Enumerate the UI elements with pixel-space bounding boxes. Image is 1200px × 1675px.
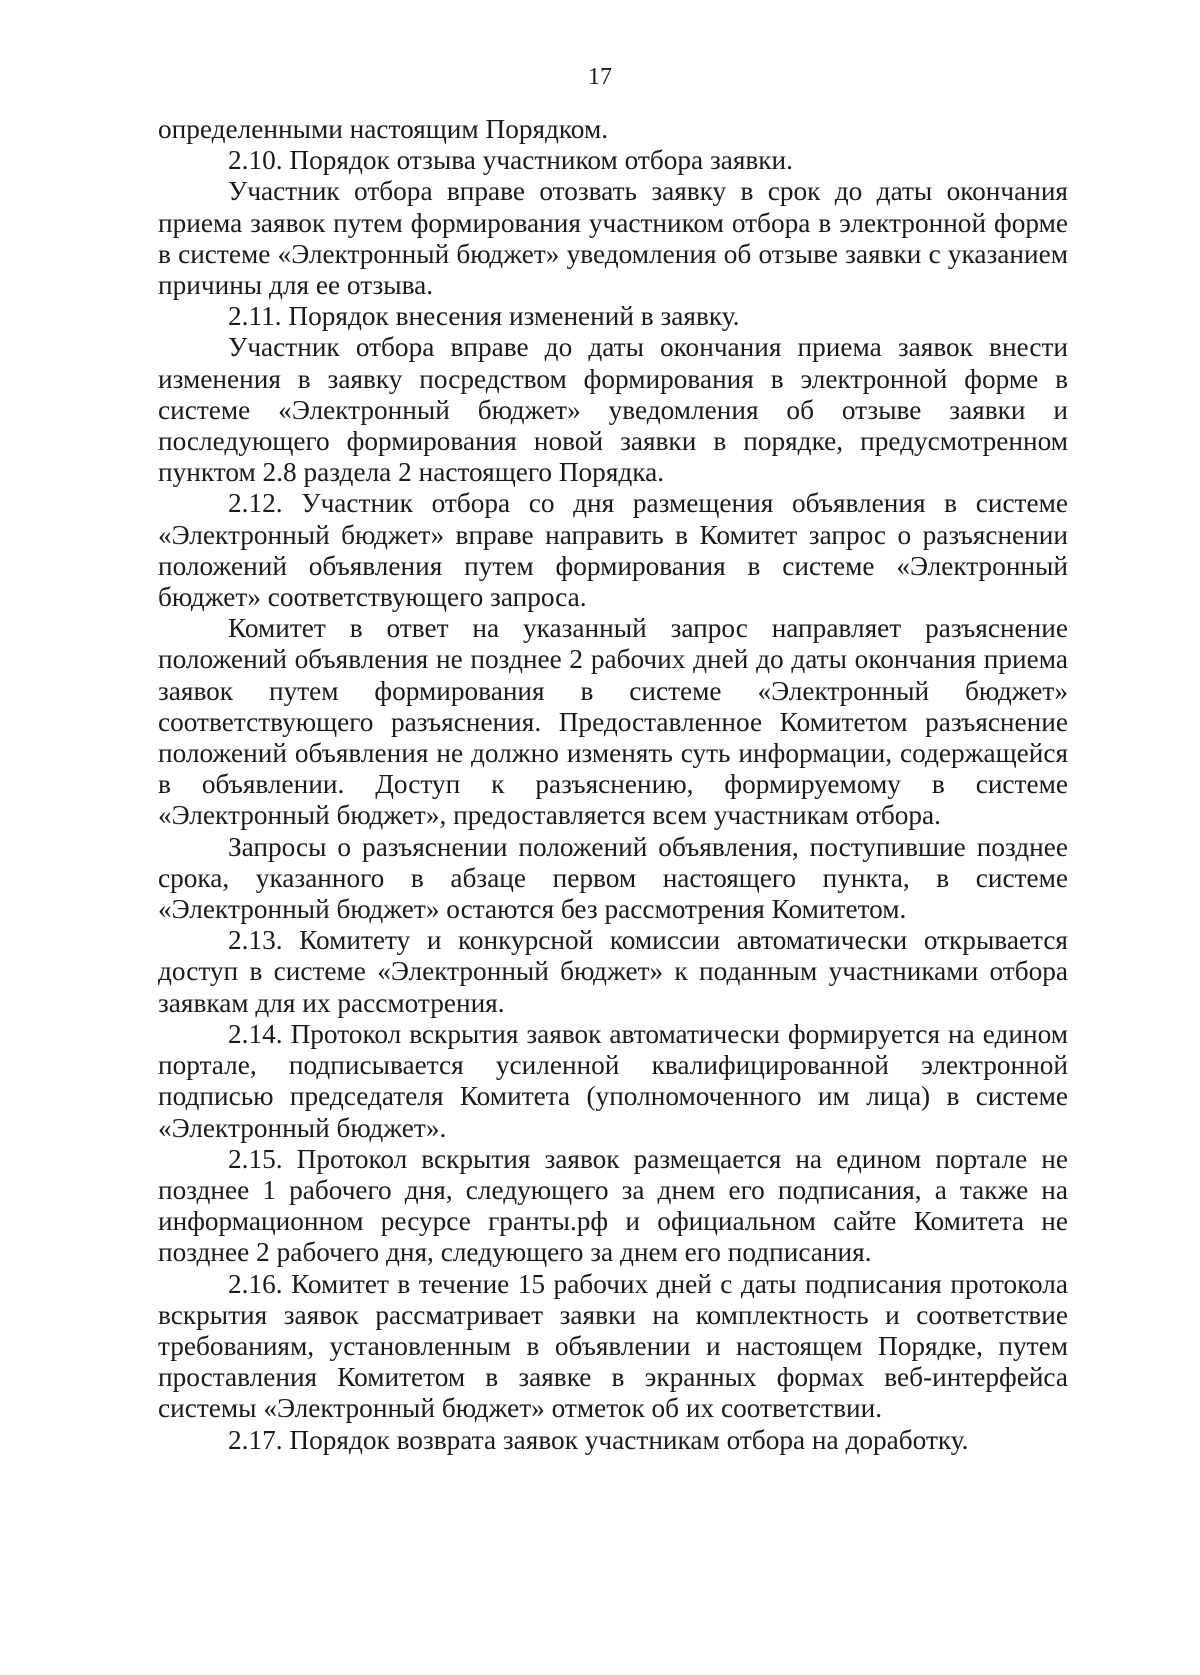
paragraph-2-12: 2.12. Участник отбора со дня размещения объявления в системе «Электронный бюджет» вправе направить в Комитет запрос о разъяснении положений объявления путем формирования в системе «Электронный бюджет» соответствующего запроса. (158, 488, 1068, 613)
paragraph-2-15: 2.15. Протокол вскрытия заявок размещается на едином портале не позднее 1 рабочего дня, следующего за днем его подписания, а также на информационном ресурсе гранты.рф и официальном сайте Комитета не позднее 2 рабочего дня, следующего за днем его подписания. (158, 1143, 1068, 1268)
paragraph-2-10-heading: 2.10. Порядок отзыва участником отбора заявки. (228, 145, 793, 176)
paragraph-late-requests: Запросы о разъяснении положений объявления, поступившие позднее срока, указанного в абзаце первом настоящего пункта, в системе «Электронный бюджет» остаются без рассмотрения Комитетом. (158, 831, 1068, 925)
paragraph-2-16: 2.16. Комитет в течение 15 рабочих дней с даты подписания протокола вскрытия заявок рассматривает заявки на комплектность и соответствие требованиям, установленным в объявлении и настоящем Порядке, путем проставления Комитетом в заявке в экранных формах веб-интерфейса системы «Электронный бюджет» отметок об их соответствии. (158, 1268, 1068, 1424)
paragraph-2-14: 2.14. Протокол вскрытия заявок автоматически формируется на едином портале, подписывается усиленной квалифицированной электронной подписью председателя Комитета (уполномоченного им лица) в системе «Электронный бюджет». (158, 1018, 1068, 1143)
paragraph-withdrawal: Участник отбора вправе отозвать заявку в срок до даты окончания приема заявок путем формирования участником отбора в электронной форме в системе «Электронный бюджет» уведомления об отзыве заявки с указанием причины для ее отзыва. (158, 176, 1068, 301)
paragraph-2-13: 2.13. Комитету и конкурсной комиссии автоматически открывается доступ в системе «Электронный бюджет» к поданным участниками отбора заявкам для их рассмотрения. (158, 925, 1068, 1018)
paragraph-2-17-heading: 2.17. Порядок возврата заявок участникам отбора на доработку. (228, 1424, 969, 1455)
document-body (158, 114, 1068, 1456)
paragraph-committee-response: Комитет в ответ на указанный запрос направляет разъяснение положений объявления не позднее 2 рабочих дней до даты окончания приема заявок путем формирования в системе «Электронный бюджет» соответствующего разъяснения. Предоставленное Комитетом разъяснение положений объявления не должно изменять суть информации, содержащейся в объявлении. Доступ к разъяснению, формируемому в системе «Электронный бюджет», предоставляется всем участникам отбора. (158, 613, 1068, 831)
paragraph-changes: Участник отбора вправе до даты окончания приема заявок внести изменения в заявку посредством формирования в электронной форме в системе «Электронный бюджет» уведомления об отзыве заявки и последующего формирования новой заявки в порядке, предусмотренном пунктом 2.8 раздела 2 настоящего Порядка. (158, 332, 1068, 488)
paragraph-2-11-heading: 2.11. Порядок внесения изменений в заявку. (228, 301, 740, 332)
paragraph-continuation: определенными настоящим Порядком. (158, 114, 609, 144)
page-number: 17 (588, 64, 612, 90)
